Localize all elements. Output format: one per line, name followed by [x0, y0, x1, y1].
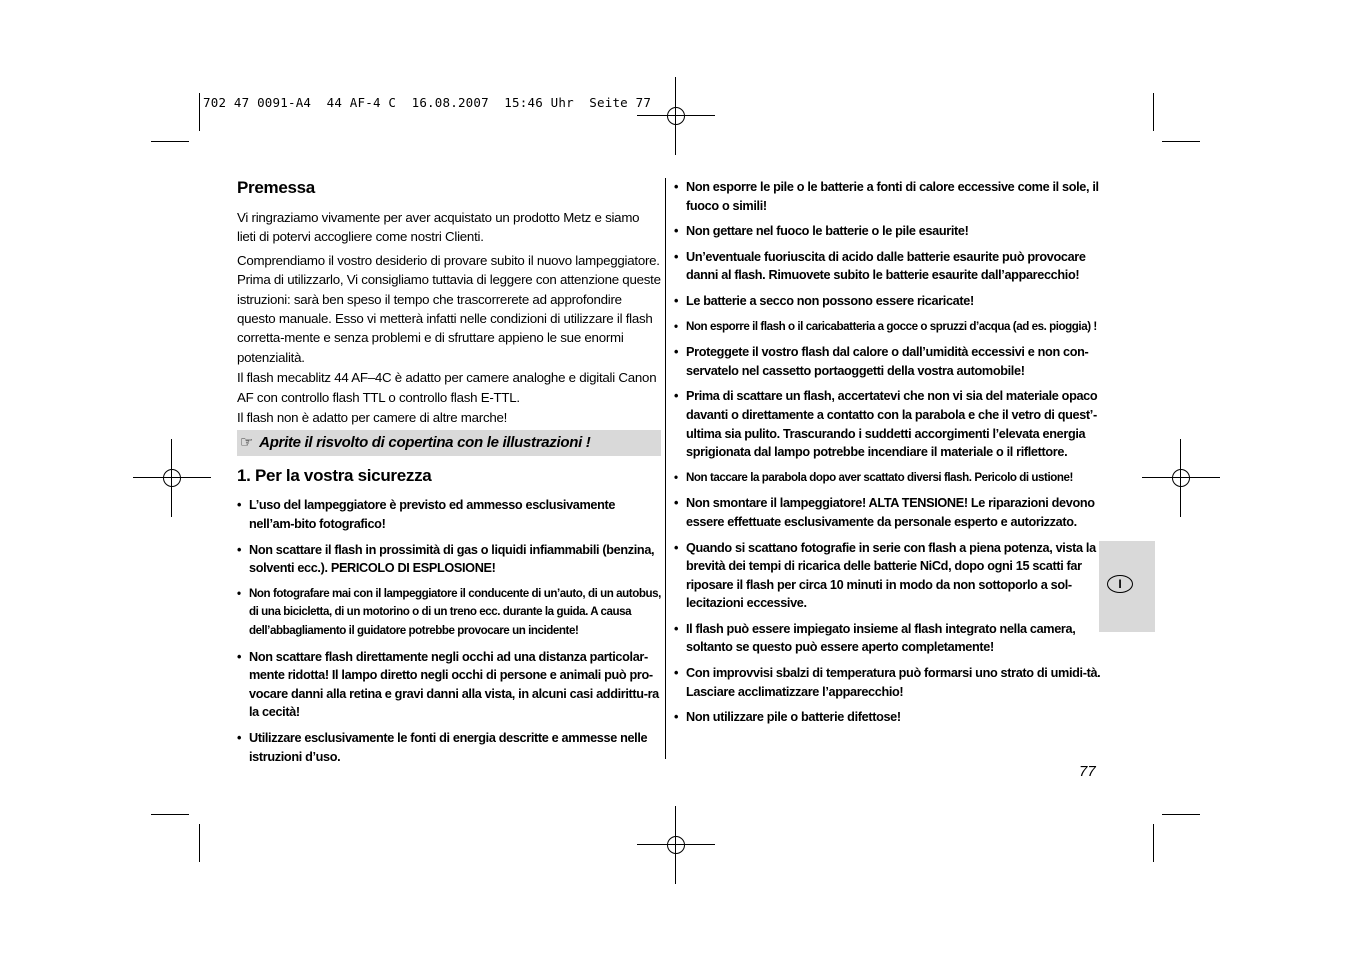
print-slug: 702 47 0091-A4 44 AF-4 C 16.08.2007 15:46 Uhr Seite 77 [203, 95, 652, 110]
list-item: • Proteggete il vostro flash dal calore o dall’umidità eccessivi e non con-servatelo nel cassetto portaoggetti della vostra automobile! [674, 343, 1102, 380]
intro-paragraph: Comprendiamo il vostro desiderio di provare subito il nuovo lampeggiatore. Prima di utilizzarlo, Vi consigliamo tuttavia di leggere con attenzione queste istruzioni: sarà ben speso il tempo che trascorrerete ad approfondire questo manuale. Esso vi metterà infatti nelle condizioni di utilizzare il flash corretta-mente e senza problemi e di sfruttare appieno le sue enormi potenzialità. [237, 252, 661, 365]
list-item: • Con improvvisi sbalzi di temperatura può formarsi uno strato di umidi-tà. Lasciare acclimatizzare l’apparecchio! [674, 664, 1102, 701]
cover-flap-banner [237, 430, 661, 456]
intro-paragraph: Vi ringraziamo vivamente per aver acquistato un prodotto Metz e siamo lieti di potervi accogliere come nostri Clienti. [237, 210, 640, 245]
registration-mark-bottom [637, 806, 715, 884]
intro-paragraph: Il flash mecablitz 44 AF–4C è adatto per camere analoghe e digitali Canon AF con controllo flash TTL o controllo flash E-TTL. [237, 370, 657, 405]
list-item: • Non esporre le pile o le batterie a fonti di calore eccessive come il sole, il fuoco o simili! [674, 178, 1102, 215]
safety-list-right [674, 178, 1102, 727]
list-item: • Non utilizzare pile o batterie difettose! [674, 708, 1102, 727]
list-item: • Non esporre il flash o il caricabatteria a gocce o spruzzi d’acqua (ad es. pioggia) ! [674, 318, 1102, 337]
banner-text: Aprite il risvolto di copertina con le illustrazioni ! [259, 434, 591, 452]
intro-paragraph: Il flash non è adatto per camere di altre marche! [237, 410, 508, 426]
list-item: • Prima di scattare un flash, accertatevi che non vi sia del materiale opaco davanti o direttamente a contatto con la parabola e che il vetro di quest’-ultima sia pulito. Trascurando i suddetti accorgimenti l’elevata energia sprigionata dal lampo potrebbe incendiare il materiale o il riflettore. [674, 387, 1102, 461]
list-item: • Non scattare flash direttamente negli occhi ad una distanza particolar-mente ridotta! Il lampo diretto negli occhi di persone e animali può pro-vocare danni alla retina e gravi danni alla vista, in alcuni casi addirittu-ra la cecità! [237, 648, 661, 722]
safety-list-left [237, 496, 661, 766]
heading-premessa: Premessa [237, 178, 315, 197]
left-column [237, 178, 661, 773]
list-item: • Non taccare la parabola dopo aver scattato diversi flash. Pericolo di ustione! [674, 469, 1102, 488]
registration-mark-left [133, 439, 211, 517]
list-item: • Non scattare il flash in prossimità di gas o liquidi infiammabili (benzina, solventi ecc.). PERICOLO DI ESPLOSIONE! [237, 541, 661, 578]
list-item: • Non fotografare mai con il lampeggiatore il conducente di un’auto, di un autobus, di una bicicletta, di un motorino o di un treno ecc. durante la guida. A causa dell’abbagliamento il guidatore potrebbe provocare un incidente! [237, 585, 661, 641]
language-tab-label: I [1107, 575, 1133, 593]
section-title-safety: 1. Per la vostra sicurezza [237, 466, 432, 486]
column-divider [665, 178, 666, 759]
list-item: • Quando si scattano fotografie in serie con flash a piena potenza, vista la brevità dei tempi di ricarica delle batterie NiCd, dopo ogni 15 scatti far riposare il flash per circa 10 minuti in modo da non sottoporlo a sol-lecitazioni eccessive. [674, 539, 1102, 613]
page-number: 77 [1079, 763, 1096, 780]
registration-mark-top [637, 77, 715, 155]
list-item: • Il flash può essere impiegato insieme al flash integrato nella camera, soltanto se questo può essere aperto completamente! [674, 620, 1102, 657]
list-item: • Non smontare il lampeggiatore! ALTA TENSIONE! Le riparazioni devono essere effettuate esclusivamente da personale esperto e autorizzato. [674, 494, 1102, 531]
list-item: • Un’eventuale fuoriuscita di acido dalle batterie esaurite può provocare danni al flash. Rimuovete subito le batterie esaurite dall’apparecchio! [674, 248, 1102, 285]
list-item: • Le batterie a secco non possono essere ricaricate! [674, 292, 1102, 311]
pointing-hand-icon: ☞ [240, 434, 254, 452]
list-item: • L’uso del lampeggiatore è previsto ed ammesso esclusivamente nell’am-bito fotografico! [237, 496, 661, 533]
registration-mark-right [1142, 439, 1220, 517]
right-column [674, 178, 1102, 734]
list-item: • Utilizzare esclusivamente le fonti di energia descritte e ammesse nelle istruzioni d’uso. [237, 729, 661, 766]
list-item: • Non gettare nel fuoco le batterie o le pile esaurite! [674, 222, 1102, 241]
